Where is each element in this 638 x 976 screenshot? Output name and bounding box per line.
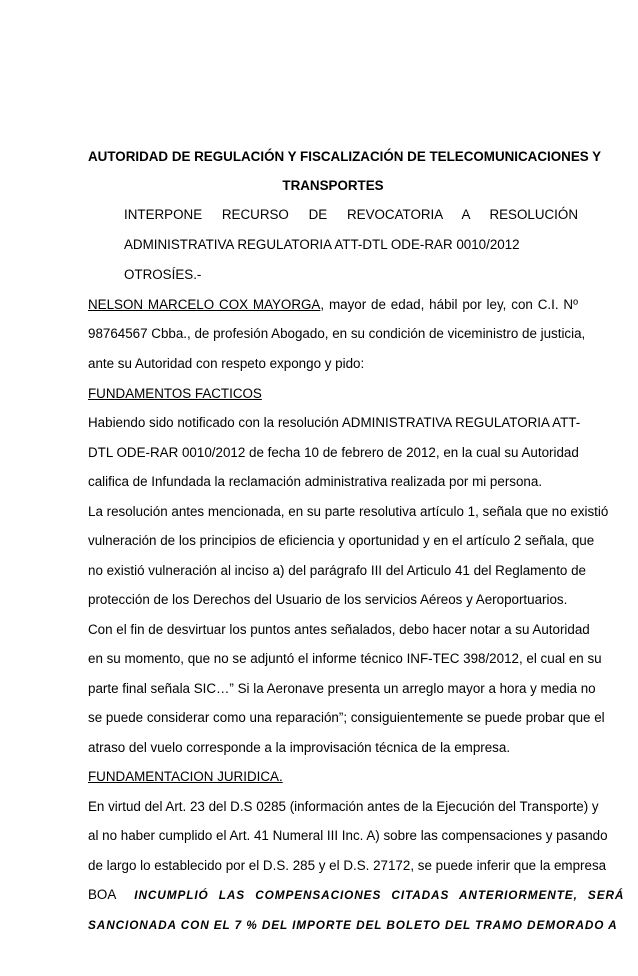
authority-title-line2: TRANSPORTES [282,178,384,193]
facticos-line: Habiendo sido notificado con la resolución ADMINISTRATIVA REGULATORIA ATT- [88,415,581,430]
petitioner-name: NELSON MARCELO COX MAYORGA [88,297,321,312]
authority-title-line1: AUTORIDAD DE REGULACIÓN Y FISCALIZACIÓN DE TELECOMUNICACIONES Y [88,149,602,164]
intro-line3: ante su Autoridad con respeto expongo y pido: [88,356,365,371]
intro-line1 [88,297,578,313]
facticos-line: protección de los Derechos del Usuario de los servicios Aéreos y Aeroportuarios. [88,592,568,607]
fundamentacion-juridica-heading: FUNDAMENTACION JURIDICA. [88,769,283,784]
facticos-line: califica de Infundada la reclamación administrativa realizada por mi persona. [88,474,543,489]
subject-line3: OTROSÍES.- [124,267,202,282]
facticos-line: Con el fin de desvirtuar los puntos antes señalados, debo hacer notar a su Autoridad [88,622,590,637]
facticos-line: La resolución antes mencionada, en su parte resolutiva artículo 1, señala que no existió [88,504,609,519]
juridica-line: En virtud del Art. 23 del D.S 0285 (información antes de la Ejecución del Transporte) y [88,799,599,814]
facticos-line: parte final señala SIC…” Si la Aeronave presenta un arreglo mayor a hora y media no [88,681,596,696]
subject-line2: ADMINISTRATIVA REGULATORIA ATT-DTL ODE-RAR 0010/2012 [124,237,520,252]
facticos-line: se puede considerar como una reparación”; consiguientemente se puede probar que el [88,710,605,725]
facticos-line: atraso del vuelo corresponde a la improvisación técnica de la empresa. [88,740,511,755]
juridica-line: de largo lo establecido por el D.S. 285 y el D.S. 27172, se puede inferir que la empresa [88,858,607,873]
company-name: BOA [88,887,117,902]
subject-line1: INTERPONE RECURSO DE REVOCATORIA A RESOLUCIÓN [124,207,578,222]
intro-line1-rest: , mayor de edad, hábil por ley, con C.I. Nº [320,297,578,312]
facticos-line: DTL ODE-RAR 0010/2012 de fecha 10 de febrero de 2012, en la cual su Autoridad [88,445,579,460]
fundamentos-facticos-heading: FUNDAMENTOS FACTICOS [88,386,262,401]
facticos-line: en su momento, que no se adjuntó el informe técnico INF-TEC 398/2012, el cual en su [88,651,602,666]
juridica-line: al no haber cumplido el Art. 41 Numeral III Inc. A) sobre las compensaciones y pasando [88,828,608,843]
emphasis-text-2: SANCIONADA CON EL 7 % DEL IMPORTE DEL BOLETO DEL TRAMO DEMORADO A [88,918,618,932]
juridica-emphasis-line1 [88,887,625,903]
intro-line2: 98764567 Cbba., de profesión Abogado, en su condición de viceministro de justicia, [88,326,586,341]
emphasis-text-1: INCUMPLIÓ LAS COMPENSACIONES CITADAS ANTERIORMENTE, SERÁ [134,888,625,902]
facticos-line: no existió vulneración al inciso a) del parágrafo III del Articulo 41 del Reglamento de [88,563,586,578]
facticos-line: vulneración de los principios de eficiencia y oportunidad y en el artículo 2 señala, que [88,533,595,548]
